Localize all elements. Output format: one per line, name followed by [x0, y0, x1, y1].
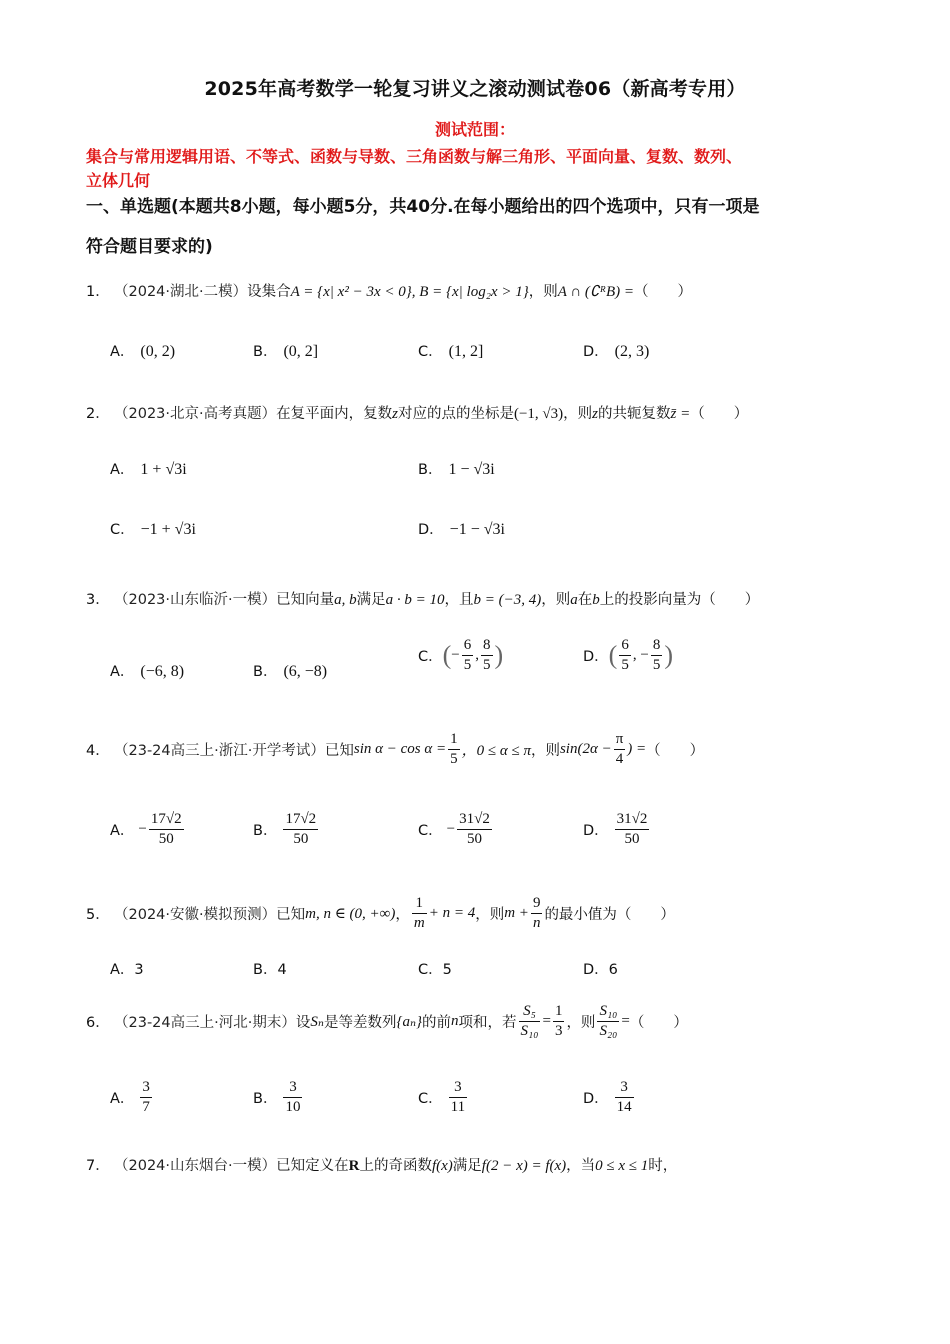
option-d: D．6: [583, 962, 618, 978]
question-text: 的共轭复数: [598, 406, 671, 422]
question-text: 在复平面内，复数: [276, 406, 393, 422]
option-c: C． − $\frac{31√2}{50}$: [418, 811, 490, 847]
question-source: （2023·山东临沂·一模）: [114, 592, 277, 608]
math-fraction: $\frac{9}{n}$: [532, 895, 541, 931]
math-expression: =: [542, 1013, 551, 1029]
question-text: 时，: [648, 1158, 678, 1174]
option-d: D．( $\frac{6}{5}$ , − $\frac{8}{5}$ ): [583, 637, 673, 673]
question-number: 5．: [86, 907, 110, 923]
scope-text-line2: 立体几何: [86, 171, 151, 190]
question-source: （2023·北京·高考真题）: [114, 406, 277, 422]
question-2: [86, 402, 748, 423]
math-expression: 0 ≤ x ≤ 1: [595, 1158, 649, 1174]
option-b: B． $\frac{17√2}{50}$: [253, 811, 317, 847]
option-c: C． $\frac{3}{11}$: [418, 1079, 466, 1115]
question-text: 设集合: [247, 284, 291, 300]
question-text: ，则: [563, 406, 593, 422]
math-expression: z: [392, 406, 398, 422]
math-fraction: $\frac{\text{S₅}}{\text{S₁₀}}$: [520, 1003, 539, 1039]
math-expression: z: [592, 406, 598, 422]
question-source: （23-24高三上·浙江·开学考试）: [114, 743, 325, 759]
math-expression: ) =: [627, 741, 647, 757]
question-text: 的前: [422, 1015, 452, 1031]
page-title: 2025年高考数学一轮复习讲义之滚动测试卷06（新高考专用）: [204, 78, 746, 100]
question-text: 上的投影向量为（ ）: [599, 592, 760, 608]
math-fraction: $\frac{\text{S₁₀}}{\text{S₂₀}}$: [599, 1003, 618, 1039]
question-number: 1．: [86, 284, 110, 300]
question-text: ，则: [475, 907, 505, 923]
option-b: B． (0, 2]: [253, 343, 319, 360]
question-source: （2024·山东烟台·一模）: [114, 1158, 277, 1174]
scope-text-line1: 集合与常用逻辑用语、不等式、函数与导数、三角函数与解三角形、平面向量、复数、数列、: [86, 147, 743, 166]
option-b: B． $\frac{3}{10}$: [253, 1079, 301, 1115]
math-expression: f(x): [431, 1158, 453, 1174]
question-text: 是等差数列: [323, 1015, 397, 1031]
question-text: 已知向量: [276, 592, 335, 608]
section-heading-line2: 符合题目要求的): [86, 237, 213, 257]
question-7: [86, 1154, 677, 1175]
question-text: ，当: [566, 1158, 596, 1174]
question-number: 4．: [86, 743, 110, 759]
math-expression: m, n ∈ (0, +∞): [305, 906, 396, 922]
answer-blank: （ ）: [646, 743, 705, 759]
question-4: [86, 730, 704, 769]
question-number: 7．: [86, 1158, 110, 1174]
math-fraction: $\frac{\pi}{4}$: [615, 731, 624, 767]
question-text: 设: [295, 1015, 311, 1031]
question-text: 已知: [276, 907, 306, 923]
question-1: [86, 280, 692, 301]
option-c: C． −1 + √3i: [110, 521, 196, 538]
math-expression: A = {x| x² − 3x < 0}, B = {x| log₂x > 1}: [290, 284, 529, 300]
option-b: B．4: [253, 962, 287, 978]
math-expression: =: [621, 1013, 630, 1029]
option-d: D． $\frac{31√2}{50}$: [583, 811, 648, 847]
question-text: 对应的点的坐标是: [397, 406, 514, 422]
question-text: ，则: [530, 743, 560, 759]
question-text: 已知定义在: [276, 1158, 349, 1174]
math-expression: (−1, √3): [513, 406, 564, 422]
question-text: ，则: [528, 284, 558, 300]
math-fraction: $\frac{1}{3}$: [554, 1003, 563, 1039]
option-d: D． $\frac{3}{14}$: [583, 1079, 632, 1115]
math-expression: + n = 4: [428, 905, 476, 921]
math-expression: n: [451, 1013, 459, 1029]
option-a: A． − $\frac{17√2}{50}$: [110, 811, 182, 847]
question-5: [86, 894, 675, 933]
math-expression: R: [348, 1158, 360, 1174]
math-expression: {aₙ}: [396, 1014, 423, 1030]
answer-blank: （ ）: [634, 284, 693, 300]
option-c: C． (1, 2]: [418, 343, 484, 360]
math-fraction: $\frac{1}{m}$: [413, 895, 425, 931]
option-c: C．5: [418, 962, 452, 978]
option-b: B． 1 − √3i: [418, 461, 495, 478]
math-expression: f(2 − x) = f(x): [481, 1158, 567, 1174]
answer-blank: （ ）: [690, 406, 749, 422]
option-b: B． (6, −8): [253, 663, 328, 680]
math-expression: a · b = 10: [385, 592, 445, 608]
option-a: A． $\frac{3}{7}$: [110, 1079, 150, 1115]
scope-label: 测试范围：: [434, 120, 515, 139]
section-heading-line1: 一、单选题(本题共8小题，每小题5分，共40分.在每小题给出的四个选项中，只有一项是: [86, 197, 760, 217]
question-text: 满足: [356, 592, 386, 608]
option-d: D． −1 − √3i: [418, 521, 505, 538]
question-text: ，则: [541, 592, 571, 608]
option-c: C．(− $\frac{6}{5}$ , $\frac{8}{5}$ ): [418, 637, 504, 673]
option-a: A．3: [110, 962, 144, 978]
math-expression: ，0 ≤ α ≤ π: [461, 743, 531, 759]
question-text: 满足: [452, 1158, 482, 1174]
option-a: A． (0, 2): [110, 343, 176, 360]
math-expression: sin α − cos α =: [353, 741, 447, 757]
math-expression: sin(2α −: [559, 741, 612, 757]
option-d: D． (2, 3): [583, 343, 650, 360]
option-a: A． 1 + √3i: [110, 461, 187, 478]
question-text: 上的奇函数: [359, 1158, 432, 1174]
question-source: （2024·安徽·模拟预测）: [114, 907, 277, 923]
question-text: ，则: [566, 1015, 596, 1031]
question-number: 6．: [86, 1015, 110, 1031]
question-source: （2024·湖北·二模）: [114, 284, 248, 300]
question-text: ，: [395, 907, 410, 923]
question-source: （23-24高三上·河北·期末）: [114, 1015, 296, 1031]
question-number: 2．: [86, 406, 110, 422]
option-a: A． (−6, 8): [110, 663, 185, 680]
math-expression: m +: [504, 905, 529, 921]
math-fraction: $\frac{1}{5}$: [450, 731, 458, 767]
math-expression: z̄ =: [670, 406, 691, 422]
question-text: 的最小值为（ ）: [544, 907, 675, 923]
question-3: [86, 588, 759, 609]
question-text: ，且: [444, 592, 474, 608]
math-expression: b = (−3, 4): [473, 592, 542, 608]
answer-blank: （ ）: [629, 1015, 688, 1031]
question-6: [86, 1002, 688, 1041]
question-text: 项和，若: [458, 1015, 517, 1031]
math-expression: A ∩ (∁ᴿB) =: [557, 284, 635, 300]
question-number: 3．: [86, 592, 110, 608]
question-text: 在: [577, 592, 593, 608]
question-text: 已知: [324, 743, 354, 759]
math-expression: a, b: [334, 592, 357, 608]
math-expression: b: [592, 592, 600, 608]
math-expression: Sₙ: [310, 1014, 324, 1030]
math-expression: a: [570, 592, 578, 608]
